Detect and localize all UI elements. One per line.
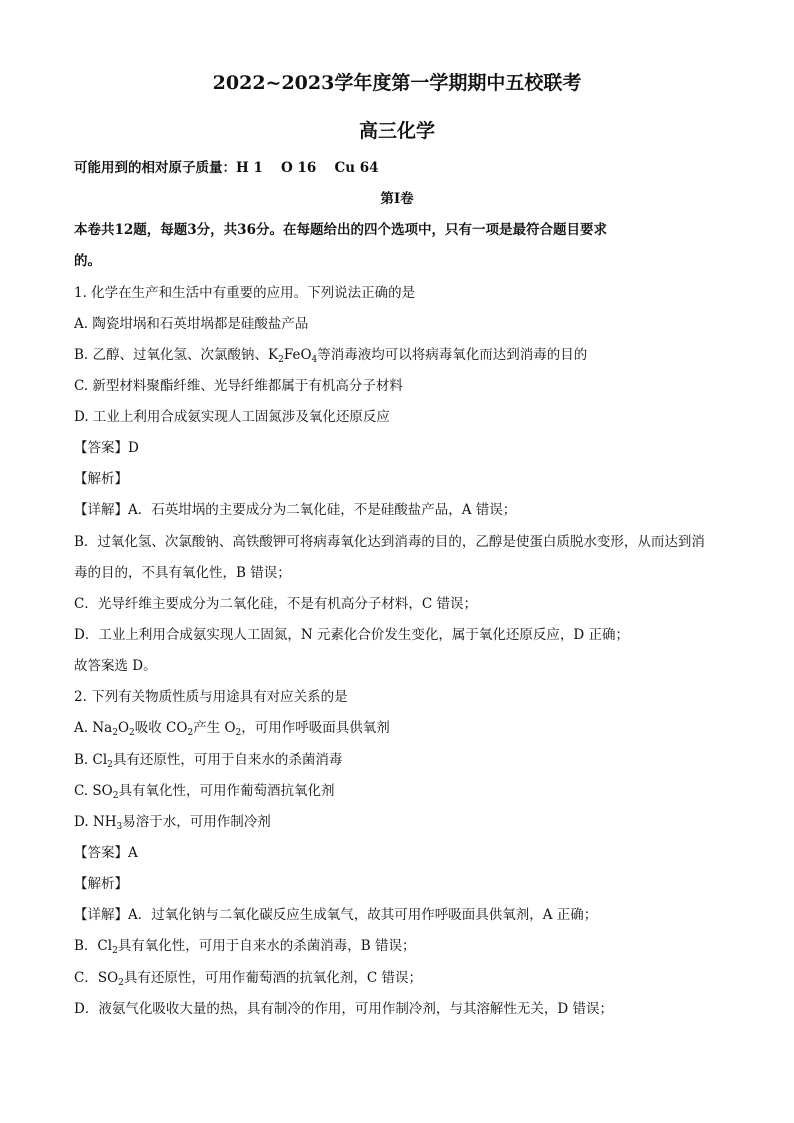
text: C．SO	[74, 970, 119, 986]
q2-analysis: 【解析】	[74, 876, 128, 892]
q1-detail-a: 【详解】A．石英坩埚的主要成分为二氧化硅，不是硅酸盐产品，A 错误；	[74, 502, 517, 518]
subscript: 2	[118, 978, 124, 988]
q2-detail-b	[74, 936, 724, 956]
q2-option-b	[74, 750, 724, 770]
text: 易溶于水，可用作制冷剂	[122, 814, 271, 830]
text: A. Na	[74, 720, 113, 736]
q1-detail-b-line-1: B．过氧化氢、次氯酸钠、高铁酸钾可将病毒氧化达到消毒的目的，乙醇是使蛋白质脱水变形，从而达到消	[74, 534, 705, 550]
q1-option-b	[74, 345, 724, 365]
q2-option-d	[74, 812, 724, 832]
q2-answer: 【答案】A	[74, 845, 138, 861]
subscript: 2	[235, 728, 242, 738]
subscript: 3	[116, 822, 123, 832]
q1-analysis: 【解析】	[74, 471, 128, 487]
text: 吸收 CO	[134, 720, 188, 736]
q2-detail-d: D．液氨气化吸收大量的热，具有制冷的作用，可用作制冷剂，与其溶解性无关，D 错误；	[74, 1001, 613, 1017]
subscript: 2	[112, 946, 118, 956]
q1-answer: 【答案】D	[74, 440, 139, 456]
instructions-line-2: 的。	[74, 253, 101, 269]
q2-option-a	[74, 718, 724, 738]
instructions-line-1: 本卷共12题，每题3分，共36分。在每题给出的四个选项中，只有一项是最符合题目要求	[74, 222, 607, 238]
q2-stem: 2. 下列有关物质性质与用途具有对应关系的是	[74, 689, 348, 705]
text: O	[117, 720, 130, 736]
text: B. 乙醇、过氧化氢、次氯酸钠、K	[74, 347, 279, 363]
q2-detail-c	[74, 968, 724, 988]
text: FeO	[283, 347, 312, 363]
subscript: 2	[112, 791, 119, 801]
q2-option-c	[74, 781, 724, 801]
q1-option-a: A. 陶瓷坩埚和石英坩埚都是硅酸盐产品	[74, 316, 309, 332]
text: 具有氧化性，可用于自来水的杀菌消毒，B 错误；	[117, 938, 416, 954]
subscript: 2	[278, 355, 284, 365]
text: 等消毒液均可以将病毒氧化而达到消毒的目的	[317, 347, 588, 363]
q1-conclusion: 故答案选 D。	[74, 658, 157, 674]
subscript: 2	[187, 728, 194, 738]
q1-detail-d: D．工业上利用合成氨实现人工固氮，N 元素化合价发生变化，属于氧化还原反应，D 正确；	[74, 627, 630, 643]
subject-title: 高三化学	[358, 120, 435, 142]
subscript: 4	[311, 355, 318, 365]
exam-title: 2022~2023学年度第一学期期中五校联考	[212, 72, 582, 94]
volume-heading: 第Ⅰ卷	[380, 191, 414, 207]
subscript: 2	[129, 728, 135, 738]
text: D. NH	[74, 814, 117, 830]
atomic-mass-line: 可能用到的相对原子质量：H 1 O 16 Cu 64	[74, 160, 379, 176]
text: ，可用作呼吸面具供氧剂	[241, 720, 390, 736]
subscript: 2	[107, 760, 113, 770]
text: 具有氧化性，可用作葡萄酒抗氧化剂	[118, 783, 335, 799]
text: B．Cl	[74, 938, 113, 954]
text: C. SO	[74, 783, 113, 799]
q1-option-d: D. 工业上利用合成氨实现人工固氮涉及氧化还原反应	[74, 409, 390, 425]
text: B. Cl	[74, 752, 108, 768]
q1-stem: 1. 化学在生产和生活中有重要的应用。下列说法正确的是	[74, 285, 416, 301]
subscript: 2	[112, 728, 118, 738]
q1-detail-c: C．光导纤维主要成分为二氧化硅，不是有机高分子材料，C 错误；	[74, 596, 477, 612]
text: 具有还原性，可用作葡萄酒的抗氧化剂，C 错误；	[123, 970, 423, 986]
text: 具有还原性，可用于自来水的杀菌消毒	[112, 752, 343, 768]
q1-option-c: C. 新型材料聚酯纤维、光导纤维都属于有机高分子材料	[74, 378, 403, 394]
text: 产生 O	[193, 720, 236, 736]
q2-detail-a: 【详解】A．过氧化钠与二氧化碳反应生成氧气，故其可用作呼吸面具供氧剂，A 正确；	[74, 907, 598, 923]
q1-detail-b-line-2: 毒的目的，不具有氧化性，B 错误；	[74, 565, 291, 581]
